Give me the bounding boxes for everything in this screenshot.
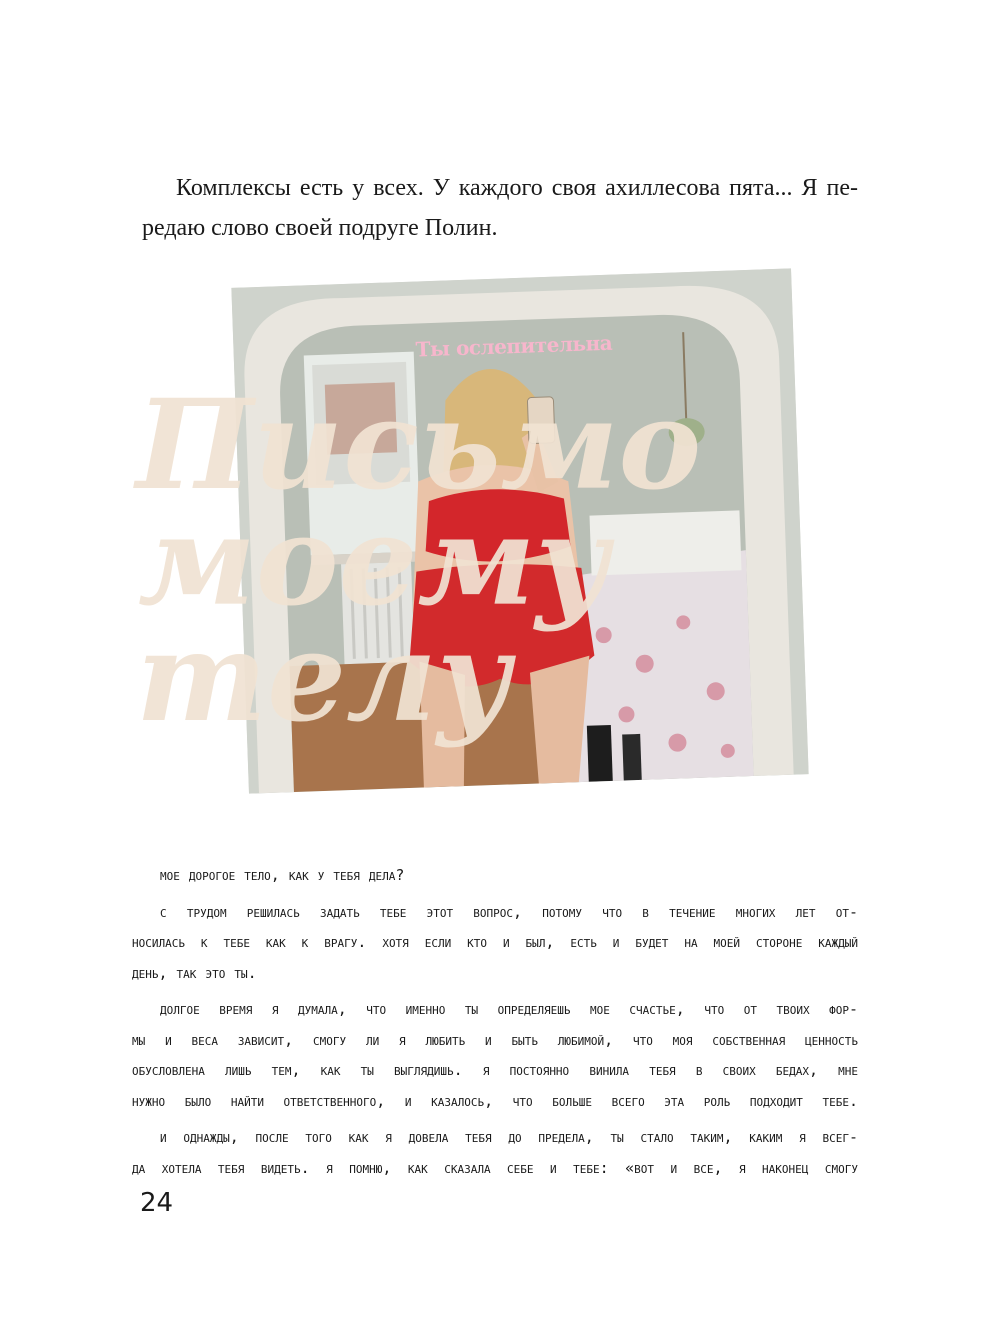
letter-paragraph-2: долгое время я думала, что именно ты определяешь мое счастье, что от твоих фор- мы и веса зависит, смогу ли я любить и быть любимой, что моя собственная ценность обусловлена лишь тем, как ты выглядишь. я постоянно винила тебя в своих бедах, мне нужно было найти ответственного, и казалось, что больше всего эта роль подходит тебе. <box>132 1000 858 1110</box>
intro-line-1: Комплексы есть у всех. У каждого своя ахиллесова пята... Я пе- <box>176 175 858 201</box>
letter-paragraph-1: с трудом решилась задать тебе этот вопрос, потому что в течение многих лет от- носилась к тебе как к врагу. хотя если кто и был, есть и будет на моей стороне каждый день, так это ты. <box>132 902 858 982</box>
title-line-1: Письмо <box>136 373 702 518</box>
letter-greeting: мое дорогое тело, как у тебя дела? <box>160 866 405 884</box>
intro-line-2: редаю слово своей подруге Полин. <box>142 215 498 241</box>
chapter-title <box>136 373 836 750</box>
page-number: 24 <box>140 1188 174 1218</box>
title-line-3: телу <box>136 605 512 750</box>
letter-paragraph-3: и однажды, после того как я довела тебя до предела, ты стало таким, каким я всег- да хотела тебя видеть. я помню, как сказала себе и тебе: «вот и все, я наконец смогу <box>132 1128 858 1177</box>
letter-body <box>132 860 858 1189</box>
photo-caption: Ты ослепительна <box>415 330 613 362</box>
intro-paragraph <box>142 168 858 248</box>
title-line-2: моему <box>138 489 610 634</box>
